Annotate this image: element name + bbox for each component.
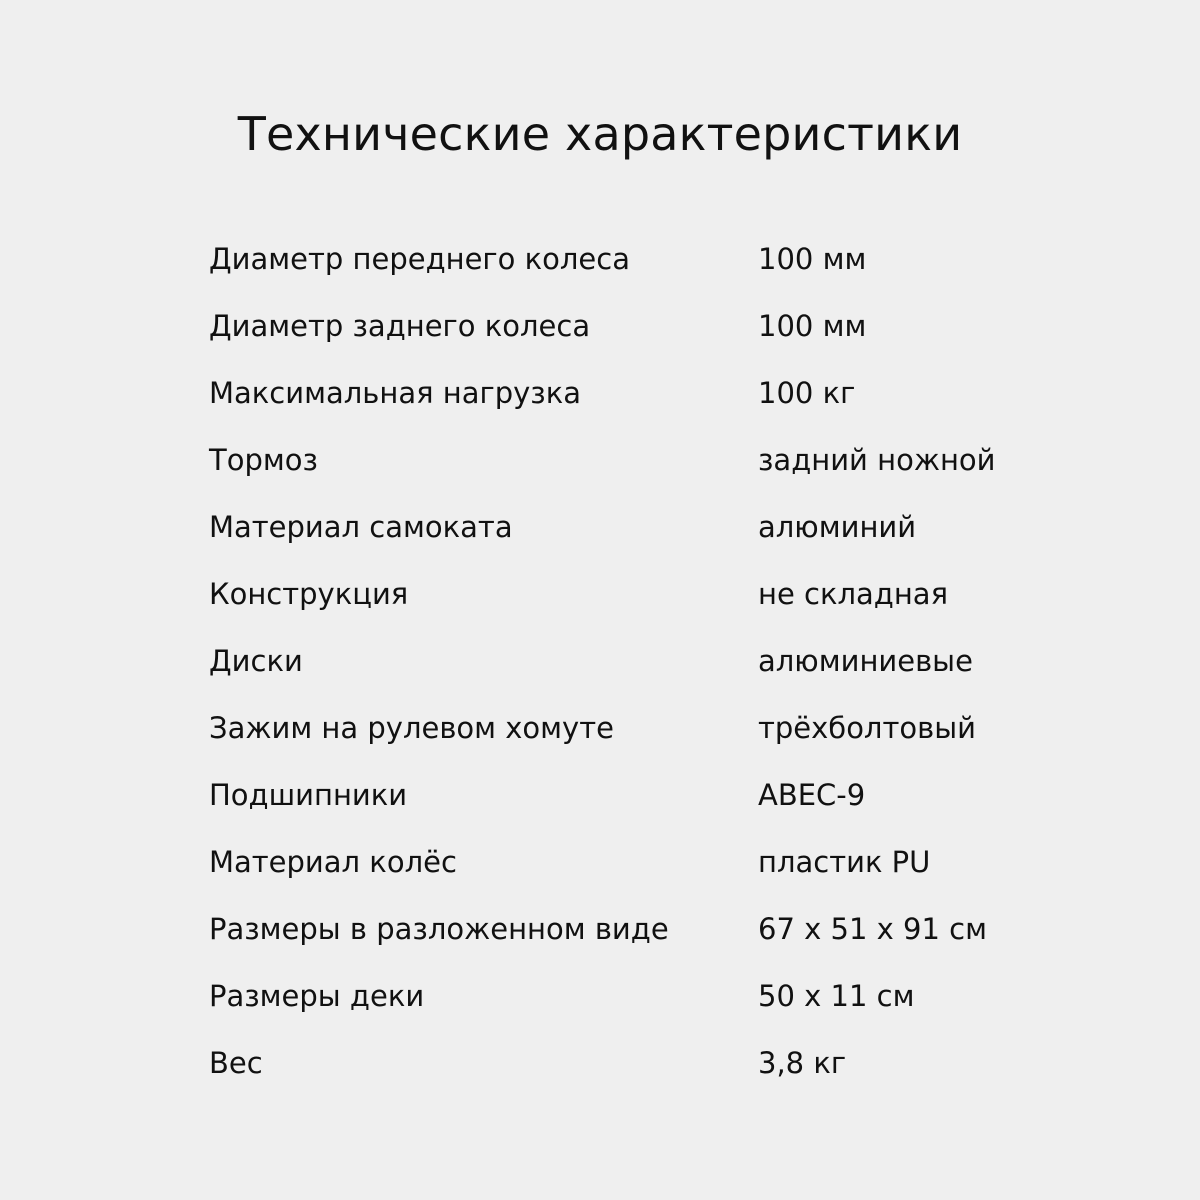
spec-label: Зажим на рулевом хомуте — [209, 711, 614, 745]
spec-row — [209, 762, 1109, 829]
spec-value: алюминиевые — [758, 644, 973, 678]
spec-row — [209, 360, 1109, 427]
spec-label: Тормоз — [209, 443, 318, 477]
page-title: Технические характеристики — [237, 107, 963, 161]
spec-row — [209, 628, 1109, 695]
spec-value: 100 мм — [758, 242, 867, 276]
spec-label: Максимальная нагрузка — [209, 376, 582, 410]
spec-row — [209, 427, 1109, 494]
spec-label: Диаметр заднего колеса — [209, 309, 591, 343]
spec-value: 3,8 кг — [758, 1046, 847, 1080]
spec-value: ABEC-9 — [758, 778, 866, 812]
spec-row — [209, 494, 1109, 561]
spec-label: Материал самоката — [209, 510, 513, 544]
spec-value: 100 мм — [758, 309, 867, 343]
spec-value: 67 x 51 x 91 см — [758, 912, 987, 946]
spec-row — [209, 293, 1109, 360]
spec-value: трёхболтовый — [758, 711, 976, 745]
spec-table — [209, 226, 1109, 1097]
spec-label: Диаметр переднего колеса — [209, 242, 630, 276]
spec-label: Конструкция — [209, 577, 409, 611]
spec-label: Диски — [209, 644, 303, 678]
spec-value: 50 x 11 см — [758, 979, 915, 1013]
spec-row — [209, 963, 1109, 1030]
spec-label: Вес — [209, 1046, 263, 1080]
spec-value: задний ножной — [758, 443, 996, 477]
spec-label: Материал колёс — [209, 845, 457, 879]
spec-value: пластик PU — [758, 845, 931, 879]
spec-row — [209, 561, 1109, 628]
spec-label: Размеры в разложенном виде — [209, 912, 669, 946]
spec-row — [209, 829, 1109, 896]
spec-row — [209, 896, 1109, 963]
spec-value: 100 кг — [758, 376, 856, 410]
spec-value: алюминий — [758, 510, 917, 544]
spec-row — [209, 226, 1109, 293]
spec-value: не складная — [758, 577, 949, 611]
spec-label: Подшипники — [209, 778, 408, 812]
spec-label: Размеры деки — [209, 979, 425, 1013]
spec-row — [209, 695, 1109, 762]
spec-row — [209, 1030, 1109, 1097]
